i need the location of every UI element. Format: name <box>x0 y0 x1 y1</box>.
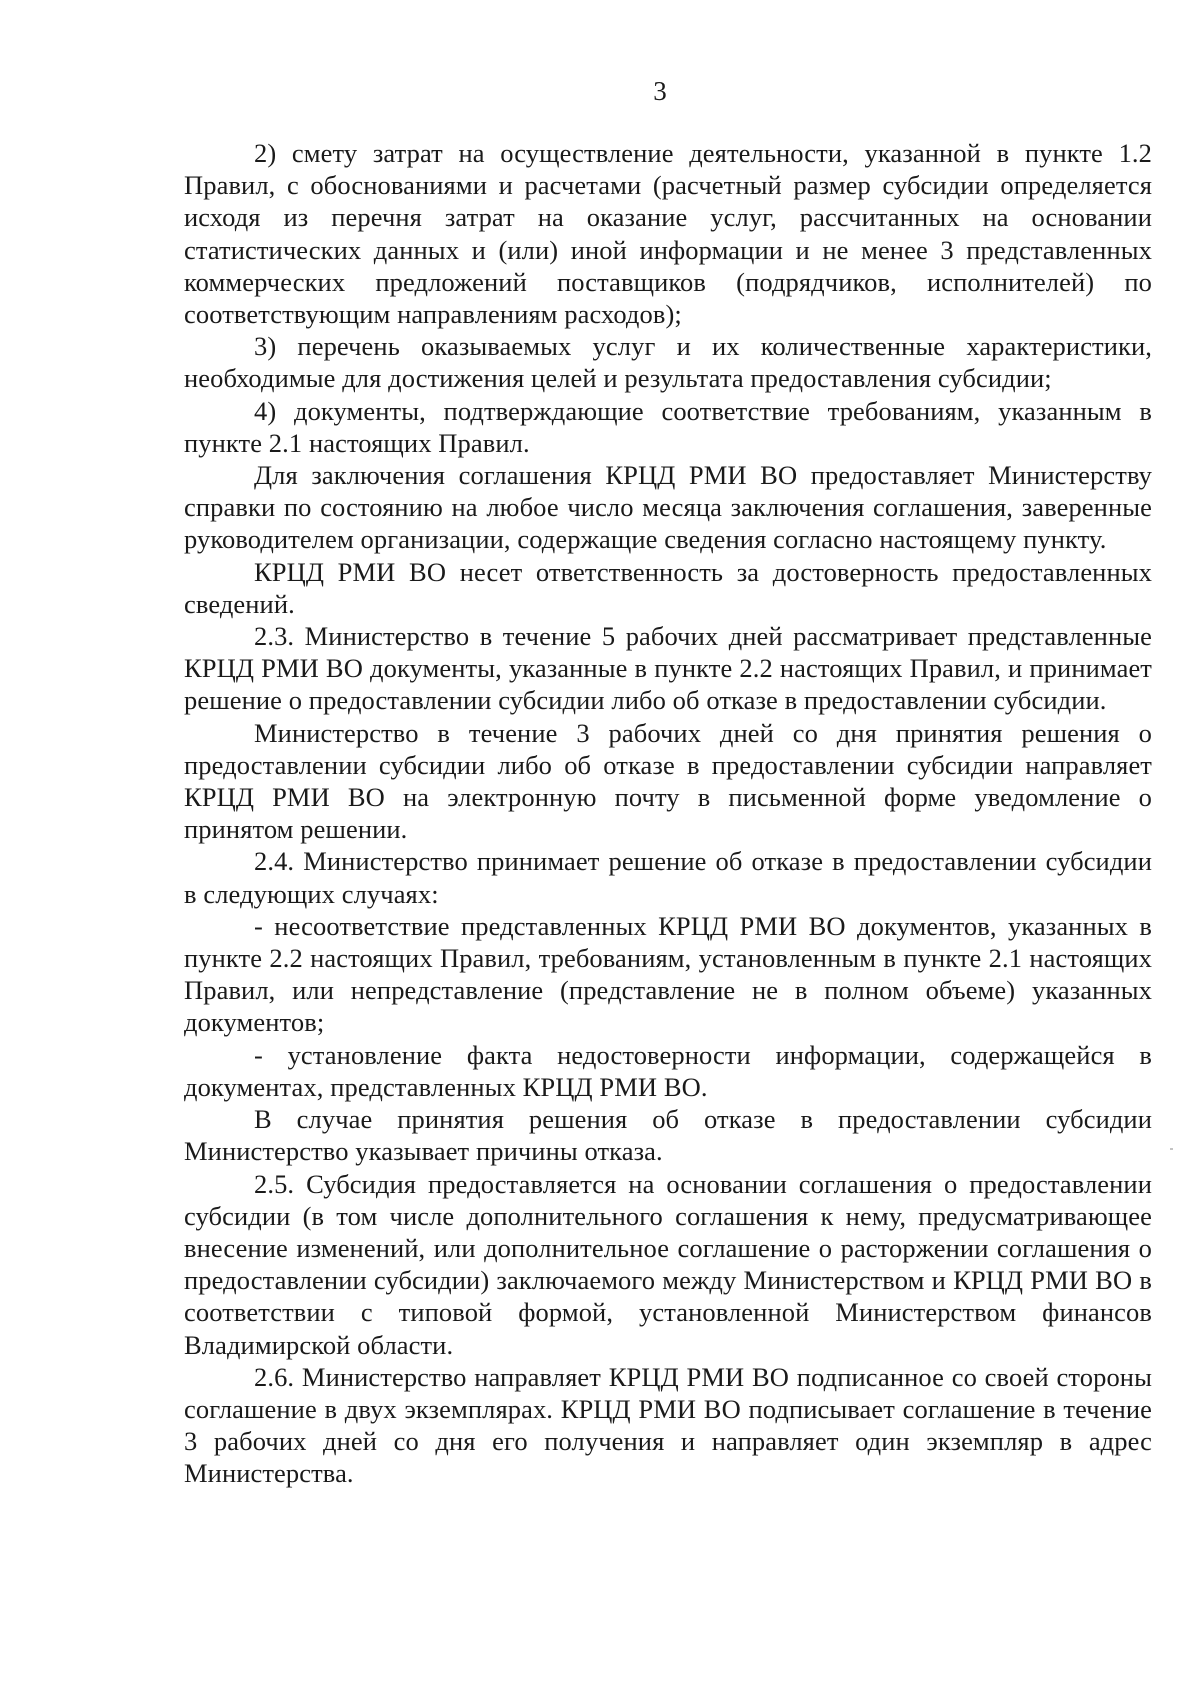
paragraph-clause-2-3: 2.3. Министерство в течение 5 рабочих дней рассматривает представленные КРЦД РМИ ВО документы, указанные в пункте 2.2 настоящих Правил, и принимает решение о предоставлении субсидии либо об отказе в предоставлении субсидии. <box>184 621 1152 716</box>
paragraph-refusal-reason-1: - несоответствие представленных КРЦД РМИ ВО документов, указанных в пункте 2.2 настоящих Правил, требованиям, установленным в пункте 2.1 настоящих Правил, или непредставление (представление не в полном объеме) указанных документов; <box>184 910 1152 1038</box>
paragraph-item-4-documents: 4) документы, подтверждающие соответствие требованиям, указанным в пункте 2.1 настоящих Правил. <box>184 395 1152 458</box>
document-body <box>184 137 1152 1490</box>
paragraph-refusal-reason-2: - установление факта недостоверности информации, содержащейся в документах, представленных КРЦД РМИ ВО. <box>184 1039 1152 1102</box>
paragraph-responsibility: КРЦД РМИ ВО несет ответственность за достоверность предоставленных сведений. <box>184 556 1152 619</box>
paragraph-item-3-services-list: 3) перечень оказываемых услуг и их количественные характеристики, необходимые для достижения целей и результата предоставления субсидии; <box>184 331 1152 394</box>
paragraph-agreement-certificates: Для заключения соглашения КРЦД РМИ ВО предоставляет Министерству справки по состоянию на любое число месяца заключения соглашения, заверенные руководителем организации, содержащие сведения согласно настоящему пункту. <box>184 460 1152 555</box>
paragraph-clause-2-4: 2.4. Министерство принимает решение об отказе в предоставлении субсидии в следующих случаях: <box>184 846 1152 909</box>
paragraph-notification: Министерство в течение 3 рабочих дней со дня принятия решения о предоставлении субсидии либо об отказе в предоставлении субсидии направляет КРЦД РМИ ВО на электронную почту в письменной форме уведомление о принятом решении. <box>184 717 1152 845</box>
paragraph-clause-2-6: 2.6. Министерство направляет КРЦД РМИ ВО подписанное со своей стороны соглашение в двух экземплярах. КРЦД РМИ ВО подписывает соглашение в течение 3 рабочих дней со дня его получения и направляет один экземпляр в адрес Министерства. <box>184 1361 1152 1489</box>
paragraph-refusal-causes: В случае принятия решения об отказе в предоставлении субсидии Министерство указывает причины отказа. <box>184 1104 1152 1167</box>
paragraph-item-2-estimate: 2) смету затрат на осуществление деятельности, указанной в пункте 1.2 Правил, с обоснованиями и расчетами (расчетный размер субсидии определяется исходя из перечня затрат на оказание услуг, рассчитанных на основании статистических данных и (или) иной информации и не менее 3 представленных коммерческих предложений поставщиков (подрядчиков, исполнителей) по соответствующим направлениям расходов); <box>184 138 1152 330</box>
paragraph-clause-2-5: 2.5. Субсидия предоставляется на основании соглашения о предоставлении субсидии (в том числе дополнительного соглашения к нему, предусматривающее внесение изменений, или дополнительное соглашение о расторжении соглашения о предоставлении субсидии) заключаемого между Министерством и КРЦД РМИ ВО в соответствии с типовой формой, установленной Министерством финансов Владимирской области. <box>184 1168 1152 1360</box>
scan-speck <box>1170 1148 1173 1150</box>
page-number: 3 <box>653 76 667 106</box>
